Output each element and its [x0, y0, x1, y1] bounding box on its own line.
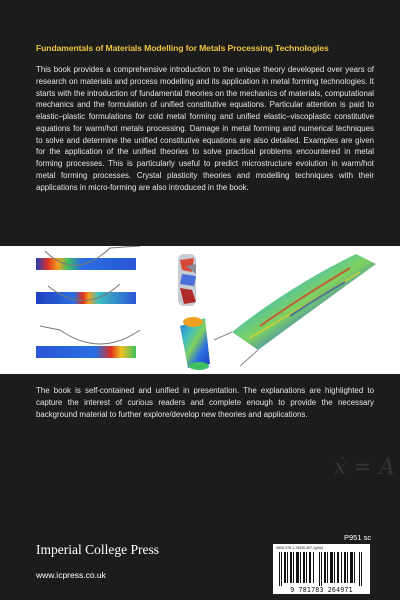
publisher-website[interactable]: www.icpress.co.uk: [36, 570, 106, 580]
simulation-figures: [0, 246, 400, 374]
publisher-name: Imperial College Press: [36, 542, 159, 557]
tube-bending-simulation: [214, 254, 376, 366]
forming-strip-3: [36, 346, 136, 358]
roller-arc-3: [60, 330, 140, 344]
price-code: P951 sc: [344, 533, 372, 542]
book-title: Fundamentals of Materials Modelling for Metals Processing Technologies: [36, 43, 329, 53]
deformed-specimen: [180, 317, 210, 370]
book-summary: The book is self-contained and unified in presentation. The explanations are highlighted to capture the interest of curious readers and complete enough to provide the necessary background material to further explore/develop new theories and applications.: [36, 386, 374, 419]
forming-strip-2: [36, 292, 136, 304]
crystal-cylinder: [178, 254, 196, 306]
barcode-digits: 9 781783 264971: [290, 586, 353, 594]
figures-svg: [0, 246, 400, 374]
forming-strip-1: [36, 258, 136, 270]
equation-watermark: ẋ = A: [334, 455, 395, 480]
isbn-barcode: [273, 544, 370, 594]
book-description: This book provides a comprehensive introduction to the unique theory developed over years of research on materials and process modelling and its application in metal forming technologies. It starts with the introduction of fundamental theories on the mechanics of materials, computational mechanics and the formulation of unified constitutive equations. Particular attention is paid to elastic–plastic formulations for cold metal forming and unified elastic–viscoplastic constitutive equations for warm/hot metals processing. Damage in metal forming and numerical techniques to solve and determine the unified constitutive equations are also detailed. Examples are given for the application of the unified theories to solve practical problems encountered in metal forming processes. This is particularly useful to predict microstructure evolution in warm/hot metal forming processes. Crystal plasticity theories and modelling techniques with their applications in micro-forming are also introduced in the book.: [36, 65, 374, 192]
isbn-label: ISBN 978-1-78326-497-1(pbk): [276, 546, 324, 550]
